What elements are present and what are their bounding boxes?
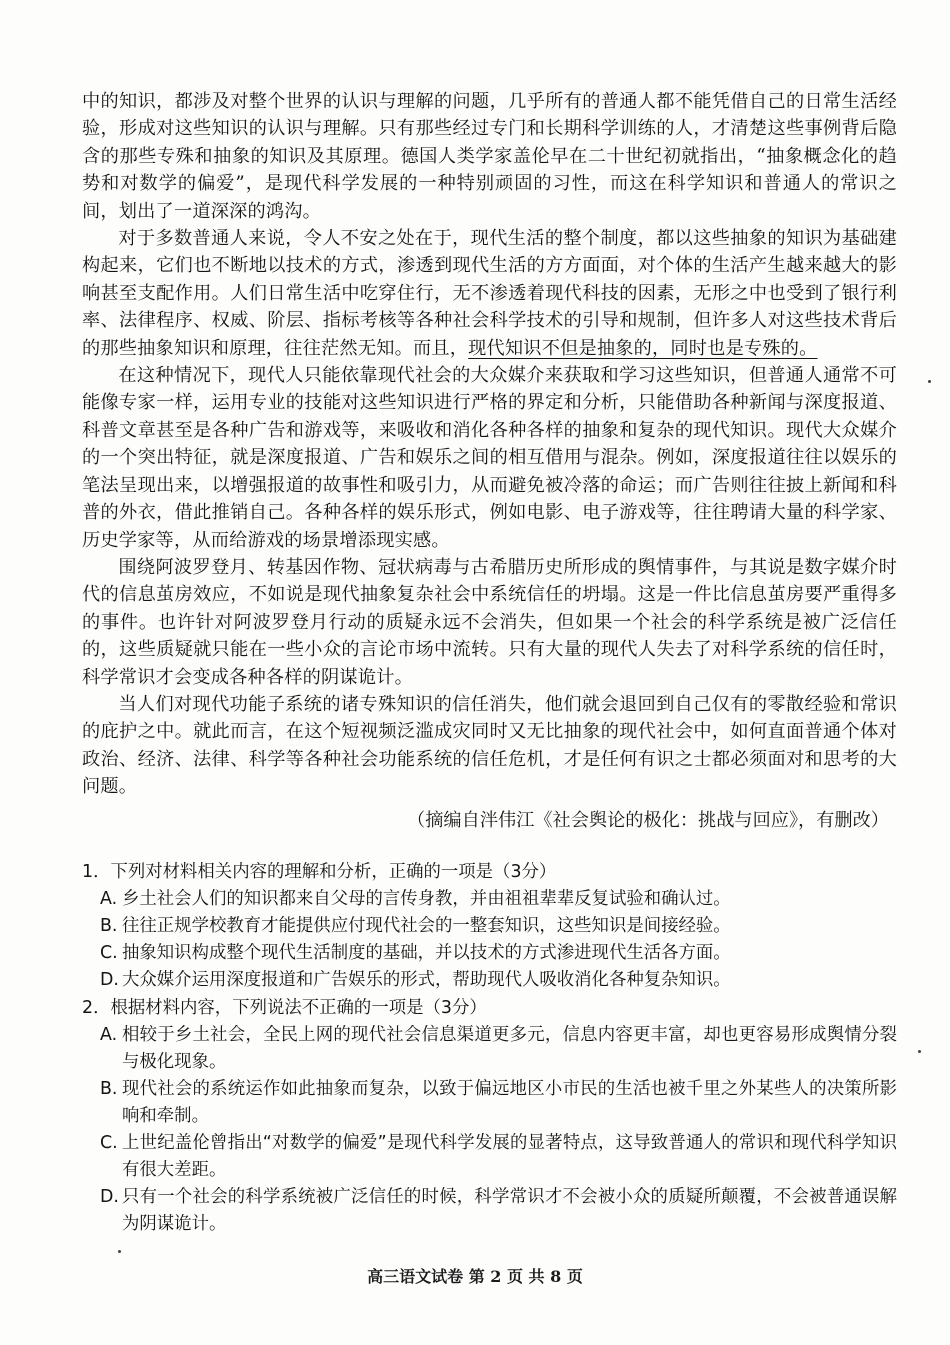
source-citation: （摘编自泮伟江《社会舆论的极化：挑战与回应》，有删改） xyxy=(407,809,889,831)
page-footer: 高三语文试卷 第 2 页 共 8 页 xyxy=(367,1267,583,1286)
option-letter: B. xyxy=(100,1079,118,1099)
option-text: 现代社会的系统运作如此抽象而复杂，以致于偏远地区小市民的生活也被千里之外某些人的决策所影响和牵制。 xyxy=(122,1079,897,1126)
passage-paragraph-5: 当人们对现代功能子系统的诸专殊知识的信任消失，他们就会退回到自己仅有的零散经验和常识的庇护之中。就此而言，在这个短视频泛滥成灾同时又无比抽象的现代社会中，如何直面普通个体对政治、经济、法律、科学等各种社会功能系统的信任危机，才是任何有识之士都必须面对和思考的大问题。 xyxy=(82,693,897,798)
option-text: 只有一个社会的科学系统被广泛信任的时候，科学常识才不会被小众的质疑所颠覆，不会被普通误解为阴谋诡计。 xyxy=(122,1187,897,1234)
question-1-option-d xyxy=(82,967,897,994)
question-2-option-a xyxy=(82,1022,897,1076)
option-letter: C. xyxy=(100,943,118,963)
option-text: 抽象知识构成整个现代生活制度的基础，并以技术的方式渗进现代生活各方面。 xyxy=(122,943,731,963)
option-text: 乡土社会人们的知识都来自父母的言传身教，并由祖祖辈辈反复试验和确认过。 xyxy=(122,889,731,909)
option-letter: C. xyxy=(100,1133,118,1153)
passage-paragraph-3: 在这种情况下，现代人只能依靠现代社会的大众媒介来获取和学习这些知识，但普通人通常不可能像专家一样，运用专业的技能对这些知识进行严格的界定和分析，只能借助各种新闻与深度报道、科普文章甚至是各种广告和游戏等，来吸收和消化各种各样的抽象和复杂的现代知识。现代大众媒介的一个突出特征，就是深度报道、广告和娱乐之间的相互借用与混杂。例如，深度报道往往以娱乐的笔法呈现出来，以增强报道的故事性和吸引力，从而避免被冷落的命运；而广告则往往披上新闻和科普的外衣，借此推销自己。各种各样的娱乐形式，例如电影、电子游戏等，往往聘请大量的科学家、历史学家等，从而给游戏的场景增添现实感。 xyxy=(82,365,897,551)
option-text: 上世纪盖伦曾指出“对数学的偏爱”是现代科学发展的显著特点，这导致普通人的常识和现代科学知识有很大差距。 xyxy=(122,1133,897,1180)
scan-speck xyxy=(918,1050,921,1053)
question-1-option-c xyxy=(82,940,897,967)
option-letter: D. xyxy=(100,1187,119,1207)
option-text: 相较于乡土社会，全民上网的现代社会信息渠道更多元，信息内容更丰富，却也更容易形成舆情分裂与极化现象。 xyxy=(122,1025,897,1072)
option-letter: D. xyxy=(100,970,119,990)
question-2-option-d xyxy=(82,1184,897,1238)
option-text: 往往正规学校教育才能提供应付现代社会的一整套知识，这些知识是间接经验。 xyxy=(122,916,731,936)
question-1-stem: 1．下列对材料相关内容的理解和分析，正确的一项是（3分） xyxy=(82,862,557,882)
question-2-option-b xyxy=(82,1076,897,1130)
underlined-sentence: 现代知识不但是抽象的，同时也是专殊的。 xyxy=(468,337,818,359)
passage-paragraph-4: 围绕阿波罗登月、转基因作物、冠状病毒与古希腊历史所形成的舆情事件，与其说是数字媒介时代的信息茧房效应，不如说是现代抽象复杂社会中系统信任的坍塌。这是一件比信息茧房要严重得多的事件。也许针对阿波罗登月行动的质疑永远不会消失，但如果一个社会的科学系统是被广泛信任的，这些质疑就只能在一些小众的言论市场中流转。只有大量的现代人失去了对科学系统的信任时，科学常识才会变成各种各样的阴谋诡计。 xyxy=(82,556,897,688)
question-2-stem: 2．根据材料内容，下列说法不正确的一项是（3分） xyxy=(82,998,487,1018)
option-letter: A. xyxy=(100,1025,118,1045)
option-text: 大众媒介运用深度报道和广告娱乐的形式，帮助现代人吸收消化各种复杂知识。 xyxy=(122,970,731,990)
questions-section xyxy=(82,858,897,1238)
passage-paragraph-2-text: 对于多数普通人来说，令人不安之处在于，现代生活的整个制度，都以这些抽象的知识为基础建构起来，它们也不断地以技术的方式，渗透到现代生活的方方面面，对个体的生活产生越来越大的影响甚至支配作用。人们日常生活中吃穿住行，无不渗透着现代科技的因素，无形之中也受到了银行利率、法律程序、权威、阶层、指标考核等各种社会科学技术的引导和规制，但许多人对这些技术背后的那些抽象知识和原理，往往茫然无知。而且， xyxy=(82,228,897,359)
scan-speck xyxy=(928,380,931,383)
passage-paragraph-1: 中的知识，都涉及对整个世界的认识与理解的问题，几乎所有的普通人都不能凭借自己的日常生活经验，形成对这些知识的认识与理解。只有那些经过专门和长期科学训练的人，才清楚这些事例背后隐含的那些专殊和抽象的知识及其原理。德国人类学家盖伦早在二十世纪初就指出，“抽象概念化的趋势和对数学的偏爱”，是现代科学发展的一种特别顽固的习性，而这在科学知识和普通人的常识之间，划出了一道深深的鸿沟。 xyxy=(82,91,897,222)
option-letter: B. xyxy=(100,916,118,936)
question-1-option-b xyxy=(82,913,897,940)
option-letter: A. xyxy=(100,889,118,909)
question-2-option-c xyxy=(82,1130,897,1184)
question-1-option-a xyxy=(82,886,897,913)
passage-paragraph-2 xyxy=(82,225,897,362)
reading-passage xyxy=(82,88,897,834)
scan-speck xyxy=(118,1250,121,1253)
